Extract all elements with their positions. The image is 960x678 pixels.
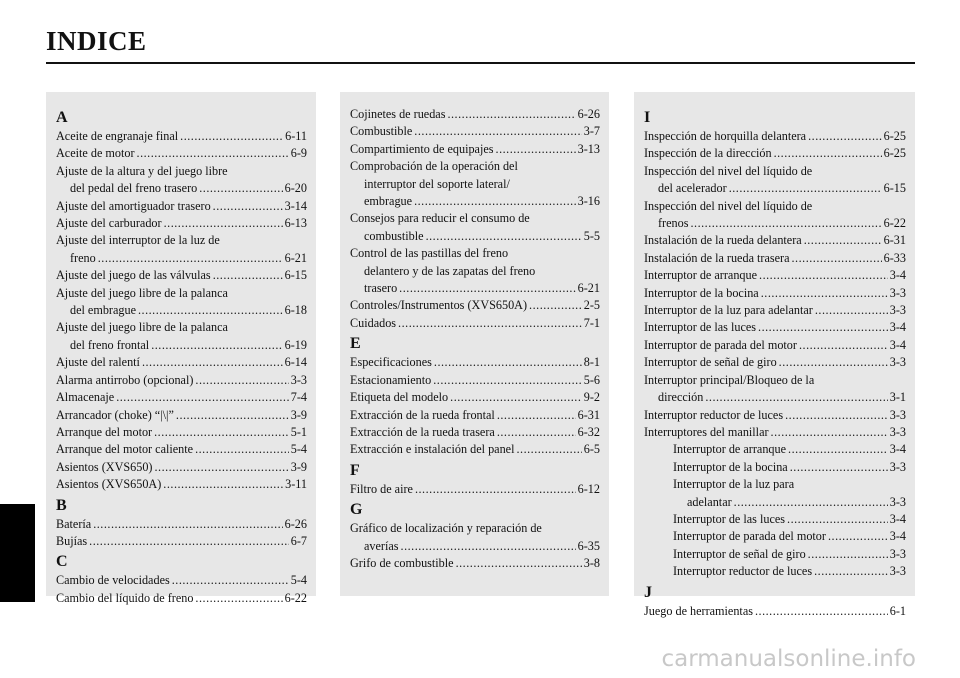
index-entry-text: Interruptor de las luces <box>644 320 757 335</box>
index-entry-text: Ajuste del interruptor de la luz de <box>56 233 220 248</box>
index-entry[interactable] <box>56 215 307 232</box>
index-entry[interactable] <box>644 476 906 511</box>
index-entry-text: Interruptor de la luz para <box>673 477 795 492</box>
index-page-number[interactable]: 6-32 <box>577 424 600 439</box>
index-entry-text: Interruptor reductor de luces <box>644 407 784 422</box>
dot-leader <box>195 590 282 607</box>
index-entry-text: averías <box>364 538 399 553</box>
index-entry[interactable] <box>350 106 600 123</box>
index-entry[interactable] <box>56 516 307 533</box>
dot-leader <box>799 337 888 354</box>
index-entry-text: Inspección de la dirección <box>644 146 772 161</box>
index-entry-text: Inspección de horquilla delantera <box>644 129 807 143</box>
index-page-number[interactable]: 6-21 <box>284 250 307 265</box>
index-entry-text: interruptor del soporte lateral/ <box>364 176 510 191</box>
index-entry-text: Interruptor principal/Bloqueo de la <box>644 372 815 387</box>
dot-leader <box>433 372 582 389</box>
index-page-number[interactable]: 3-3 <box>889 407 906 422</box>
index-entry[interactable] <box>350 210 600 245</box>
index-entry-text: del freno frontal <box>70 337 150 352</box>
dot-leader <box>828 528 888 545</box>
index-page-number[interactable]: 6-31 <box>577 407 600 422</box>
index-entry-text: Bujías <box>56 533 88 548</box>
index-entry-text: Ajuste de la altura y del juego libre <box>56 163 228 178</box>
index-page-number[interactable]: 3-13 <box>577 141 600 156</box>
index-entry-text: Interruptor de parada del motor <box>644 337 797 352</box>
dot-leader <box>180 128 283 145</box>
index-entry-text: Combustible <box>350 124 413 139</box>
index-page-number[interactable]: 6-14 <box>284 355 307 370</box>
index-entry[interactable] <box>56 163 307 198</box>
index-page-number[interactable]: 3-14 <box>284 198 307 213</box>
dot-leader <box>195 372 288 389</box>
index-entry[interactable] <box>350 372 600 389</box>
index-entry[interactable] <box>56 459 307 476</box>
index-page-number[interactable]: 7-4 <box>290 390 307 405</box>
index-entry-text: embrague <box>364 194 413 209</box>
index-entry-text: Controles/Instrumentos (XVS650A) <box>350 298 528 313</box>
index-entry-text: Ajuste del ralentí <box>56 355 140 370</box>
dot-leader <box>434 354 582 371</box>
dot-leader <box>761 285 888 302</box>
index-page-number[interactable]: 6-31 <box>883 233 906 248</box>
dot-leader <box>116 389 289 406</box>
index-entry[interactable] <box>644 459 906 476</box>
index-entry[interactable] <box>56 389 307 406</box>
index-entry[interactable] <box>350 481 600 498</box>
index-entry[interactable] <box>56 145 307 162</box>
dot-leader <box>401 538 576 555</box>
index-letter-heading: J <box>644 583 652 601</box>
dot-leader <box>415 481 576 498</box>
index-letter-heading: I <box>644 109 651 126</box>
section-tab-marker <box>0 504 35 602</box>
index-page-number[interactable]: 3-7 <box>583 124 600 139</box>
index-page-number[interactable]: 3-8 <box>583 555 600 570</box>
index-page-number[interactable]: 3-4 <box>889 511 906 526</box>
dot-leader <box>137 145 289 162</box>
index-entry-text: Alarma antirrobo (opcional) <box>56 372 194 387</box>
index-page-number[interactable]: 3-9 <box>290 407 307 422</box>
index-entry[interactable] <box>644 511 906 528</box>
index-page-number[interactable]: 8-1 <box>583 355 600 370</box>
dot-leader <box>138 302 283 319</box>
index-entry-text: Cambio del líquido de freno <box>56 590 194 605</box>
index-page-number[interactable]: 3-4 <box>889 529 906 544</box>
index-page-number[interactable]: 5-1 <box>290 424 307 439</box>
index-entry-text: Comprobación de la operación del <box>350 159 518 174</box>
index-page-number[interactable]: 3-4 <box>889 337 906 352</box>
index-page-number[interactable]: 3-16 <box>577 194 600 209</box>
index-page-number[interactable]: 6-22 <box>284 590 307 605</box>
index-page-number[interactable]: 3-3 <box>889 564 906 579</box>
index-entry-text: Juego de herramientas <box>644 603 753 618</box>
index-entry[interactable] <box>644 372 906 407</box>
index-page-number[interactable]: 6-13 <box>284 216 307 231</box>
title-rule <box>46 62 915 64</box>
index-entry-text: Ajuste del juego libre de la palanca <box>56 285 228 300</box>
index-entry[interactable] <box>56 441 307 458</box>
index-letter-heading: F <box>350 461 360 479</box>
index-page-number[interactable]: 5-6 <box>583 372 600 387</box>
dot-leader <box>755 603 888 620</box>
index-entry[interactable] <box>350 297 600 314</box>
index-column-2 <box>340 92 609 596</box>
index-entry[interactable] <box>56 319 307 354</box>
index-page-number[interactable]: 6-5 <box>583 442 600 457</box>
index-entry-text: Inspección del nivel del líquido de <box>644 198 813 213</box>
dot-leader <box>176 407 289 424</box>
index-page-number[interactable]: 6-18 <box>284 303 307 318</box>
index-entry-text: Inspección del nivel del líquido de <box>644 163 813 178</box>
index-page-number[interactable]: 6-35 <box>577 538 600 553</box>
index-entry[interactable] <box>350 555 600 572</box>
index-page-number[interactable]: 9-2 <box>583 390 600 405</box>
index-entry-text: delantero y de las zapatas del freno <box>364 263 536 278</box>
index-entry-text: freno <box>70 250 96 265</box>
dot-leader <box>705 389 887 406</box>
index-entry[interactable] <box>644 563 906 580</box>
index-entry[interactable] <box>56 128 307 145</box>
index-entry-text: Asientos (XVS650A) <box>56 477 162 492</box>
dot-leader <box>398 315 582 332</box>
dot-leader <box>414 123 581 140</box>
index-page-number[interactable]: 6-15 <box>284 268 307 283</box>
dot-leader <box>779 354 888 371</box>
index-entry-text: Especificaciones <box>350 355 432 370</box>
index-page-number[interactable]: 6-21 <box>577 281 600 296</box>
dot-leader <box>497 407 576 424</box>
index-entry-text: Interruptor de la bocina <box>673 459 788 474</box>
index-entry[interactable] <box>56 407 307 424</box>
dot-leader <box>729 180 882 197</box>
index-column-3 <box>634 92 915 618</box>
dot-leader <box>774 145 882 162</box>
index-letter-heading: E <box>350 335 361 353</box>
index-entry-text: Interruptor de señal de giro <box>673 546 806 561</box>
dot-leader <box>808 546 888 563</box>
dot-leader <box>790 459 888 476</box>
index-page-number[interactable]: 3-3 <box>889 424 906 439</box>
index-entry[interactable] <box>644 128 906 145</box>
dot-leader <box>758 319 888 336</box>
index-entry[interactable] <box>56 372 307 389</box>
index-entry[interactable] <box>644 302 906 319</box>
index-entry[interactable] <box>644 267 906 284</box>
index-entry[interactable] <box>644 441 906 458</box>
index-page-number[interactable]: 2-5 <box>583 298 600 313</box>
index-page-number[interactable]: 6-9 <box>290 146 307 161</box>
index-entry[interactable] <box>56 267 307 284</box>
dot-leader <box>213 198 283 215</box>
index-page-number[interactable]: 3-3 <box>889 285 906 300</box>
index-page-number[interactable]: 5-5 <box>583 228 600 243</box>
index-entry-text: Arranque del motor <box>56 424 153 439</box>
index-entry-text: Interruptor de la luz para adelantar <box>644 303 813 318</box>
index-letter-heading: G <box>350 501 363 519</box>
index-entry-text: dirección <box>658 390 704 405</box>
index-entry[interactable] <box>350 441 600 458</box>
dot-leader <box>89 533 289 550</box>
index-entry-text: Ajuste del amortiguador trasero <box>56 198 211 213</box>
index-entry-text: Aceite de engranaje final <box>56 129 179 143</box>
index-page-number[interactable]: 6-15 <box>883 181 906 196</box>
dot-leader <box>426 228 582 245</box>
index-entry[interactable] <box>56 533 307 550</box>
index-entry-text: trasero <box>364 281 398 296</box>
dot-leader <box>213 267 283 284</box>
index-page-number[interactable]: 6-20 <box>284 181 307 196</box>
dot-leader <box>788 441 888 458</box>
index-entry-text: Arrancador (choke) “|\|” <box>56 407 174 422</box>
index-entry[interactable] <box>644 319 906 336</box>
index-entry[interactable] <box>56 354 307 371</box>
index-entry[interactable] <box>350 245 600 297</box>
dot-leader <box>516 441 581 458</box>
index-page-number[interactable]: 3-1 <box>889 390 906 405</box>
dot-leader <box>785 407 888 424</box>
index-page-number[interactable]: 7-1 <box>583 315 600 330</box>
dot-leader <box>759 267 888 284</box>
index-page-number[interactable]: 6-7 <box>290 533 307 548</box>
index-page-number[interactable]: 6-22 <box>883 216 906 231</box>
index-entry[interactable] <box>644 250 906 267</box>
watermark-text: carmanualsonline.info <box>661 646 916 672</box>
page-title: INDICE <box>46 26 147 56</box>
index-entry-text: Almacenaje <box>56 390 115 405</box>
index-entry[interactable] <box>350 424 600 441</box>
dot-leader <box>808 128 882 145</box>
index-entry-text: Extracción de la rueda trasera <box>350 424 495 439</box>
index-page-number[interactable]: 6-1 <box>889 603 906 618</box>
index-entry[interactable] <box>56 232 307 267</box>
index-entry[interactable] <box>350 315 600 332</box>
index-entry-text: Filtro de aire <box>350 481 413 496</box>
index-page-number[interactable]: 6-33 <box>883 250 906 265</box>
index-entry[interactable] <box>644 145 906 162</box>
index-entry[interactable] <box>644 528 906 545</box>
index-page-number[interactable]: 3-3 <box>889 494 906 509</box>
index-entry[interactable] <box>350 520 600 555</box>
dot-leader <box>151 337 282 354</box>
dot-leader <box>142 354 283 371</box>
index-entry-text: Cojinetes de ruedas <box>350 107 446 121</box>
dot-leader <box>447 106 575 123</box>
index-page-number[interactable]: 3-3 <box>889 355 906 370</box>
index-page-number[interactable]: 3-3 <box>889 459 906 474</box>
index-entry[interactable] <box>644 285 906 302</box>
index-page-number[interactable]: 5-4 <box>290 442 307 457</box>
index-entry-text: combustible <box>364 228 424 243</box>
index-entry-text: Estacionamiento <box>350 372 432 387</box>
index-entry-text: Cuidados <box>350 315 397 330</box>
index-entry[interactable] <box>644 407 906 424</box>
index-entry[interactable] <box>56 285 307 320</box>
dot-leader <box>163 476 283 493</box>
index-entry[interactable] <box>350 141 600 158</box>
index-page-number[interactable]: 3-3 <box>290 372 307 387</box>
index-entry-text: Grifo de combustible <box>350 555 454 570</box>
index-entry-text: frenos <box>658 216 689 231</box>
index-entry-text: Interruptor de señal de giro <box>644 355 777 370</box>
index-entry[interactable] <box>56 590 307 607</box>
index-entry-text: Batería <box>56 516 92 531</box>
index-letter-heading: C <box>56 553 68 571</box>
dot-leader <box>93 516 282 533</box>
index-entry-text: Aceite de motor <box>56 146 135 161</box>
dot-leader <box>164 215 283 232</box>
dot-leader <box>399 280 575 297</box>
dot-leader <box>195 441 289 458</box>
index-page-number[interactable]: 3-4 <box>889 320 906 335</box>
index-entry-text: Extracción e instalación del panel <box>350 442 515 457</box>
index-entry-text: Ajuste del juego libre de la palanca <box>56 320 228 335</box>
dot-leader <box>456 555 582 572</box>
index-entry-text: Instalación de la rueda trasera <box>644 250 790 265</box>
index-entry[interactable] <box>644 232 906 249</box>
index-entry-text: Interruptor de arranque <box>673 442 787 457</box>
index-page-number[interactable]: 3-3 <box>889 546 906 561</box>
index-entry-text: del pedal del freno trasero <box>70 181 198 196</box>
index-entry[interactable] <box>644 424 906 441</box>
index-entry-text: Instalación de la rueda delantera <box>644 233 802 248</box>
index-page-number[interactable]: 6-25 <box>883 146 906 161</box>
index-page-number[interactable]: 6-11 <box>285 129 307 143</box>
index-page-number[interactable]: 6-25 <box>883 129 906 143</box>
index-entry[interactable] <box>56 198 307 215</box>
dot-leader <box>172 572 289 589</box>
index-entry[interactable] <box>644 546 906 563</box>
dot-leader <box>814 563 888 580</box>
index-entry-text: del embrague <box>70 303 136 318</box>
index-entry-text: Interruptores del manillar <box>644 424 769 439</box>
index-entry-text: Cambio de velocidades <box>56 573 170 588</box>
index-page-number[interactable]: 3-11 <box>285 477 307 492</box>
index-entry[interactable] <box>56 476 307 493</box>
index-entry-text: Interruptor reductor de luces <box>673 564 813 579</box>
dot-leader <box>414 193 576 210</box>
dot-leader <box>497 424 576 441</box>
index-page-number[interactable]: 6-26 <box>577 107 600 121</box>
index-page-number[interactable]: 6-26 <box>284 516 307 531</box>
index-entry-text: Interruptor de parada del motor <box>673 529 826 544</box>
index-entry-text: Extracción de la rueda frontal <box>350 407 495 422</box>
index-entry[interactable] <box>350 389 600 406</box>
index-entry-text: Interruptor de arranque <box>644 268 758 283</box>
index-page-number[interactable]: 6-12 <box>577 481 600 496</box>
dot-leader <box>815 302 888 319</box>
index-entry-text: Asientos (XVS650) <box>56 459 153 474</box>
index-entry-text: Ajuste del carburador <box>56 216 162 231</box>
index-entry[interactable] <box>350 354 600 371</box>
index-page-number[interactable]: 3-4 <box>889 268 906 283</box>
index-entry-text: Ajuste del juego de las válvulas <box>56 268 211 283</box>
index-entry-text: Compartimiento de equipajes <box>350 141 494 156</box>
index-entry[interactable] <box>350 123 600 140</box>
index-entry[interactable] <box>644 603 906 620</box>
index-column-1 <box>46 92 316 605</box>
index-page-number[interactable]: 6-19 <box>284 337 307 352</box>
index-entry-text: Control de las pastillas del freno <box>350 246 509 261</box>
index-entry[interactable] <box>644 337 906 354</box>
dot-leader <box>154 424 289 441</box>
index-letter-heading: A <box>56 109 68 126</box>
dot-leader <box>734 494 888 511</box>
index-page-number[interactable]: 3-4 <box>889 442 906 457</box>
dot-leader <box>529 297 582 314</box>
dot-leader <box>154 459 288 476</box>
index-entry-text: Interruptor de la bocina <box>644 285 759 300</box>
index-entry[interactable] <box>56 424 307 441</box>
dot-leader <box>690 215 881 232</box>
dot-leader <box>792 250 882 267</box>
index-page-number[interactable]: 3-3 <box>889 303 906 318</box>
dot-leader <box>450 389 582 406</box>
index-entry-text: Gráfico de localización y reparación de <box>350 521 542 536</box>
index-entry[interactable] <box>644 163 906 198</box>
dot-leader <box>98 250 283 267</box>
index-entry[interactable] <box>56 572 307 589</box>
dot-leader <box>787 511 888 528</box>
index-entry-text: Interruptor de las luces <box>673 511 786 526</box>
dot-leader <box>804 232 882 249</box>
index-letter-heading: B <box>56 496 67 514</box>
index-entry-text: adelantar <box>687 494 732 509</box>
dot-leader <box>496 141 576 158</box>
index-entry-text: del acelerador <box>658 181 727 196</box>
index-entry-text: Consejos para reducir el consumo de <box>350 211 530 226</box>
index-page-number[interactable]: 3-9 <box>290 459 307 474</box>
dot-leader <box>771 424 888 441</box>
index-entry[interactable] <box>350 158 600 210</box>
index-page-number[interactable]: 5-4 <box>290 573 307 588</box>
index-entry[interactable] <box>350 407 600 424</box>
dot-leader <box>199 180 282 197</box>
index-entry[interactable] <box>644 354 906 371</box>
index-entry-text: Etiqueta del modelo <box>350 390 449 405</box>
index-entry[interactable] <box>644 198 906 233</box>
index-entry-text: Arranque del motor caliente <box>56 442 194 457</box>
